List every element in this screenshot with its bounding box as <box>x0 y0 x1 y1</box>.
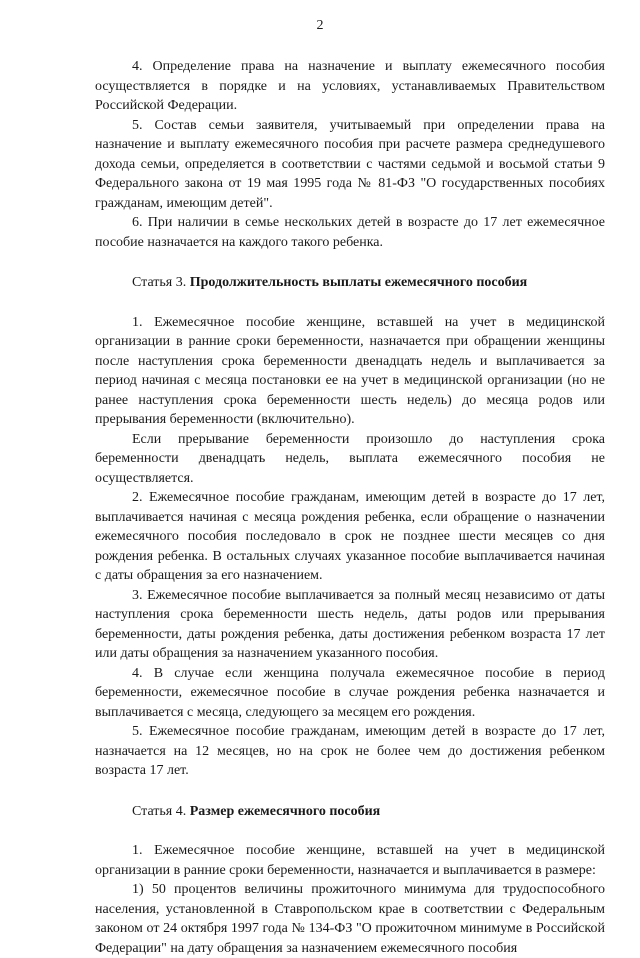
paragraph-art2-item5: 5. Состав семьи заявителя, учитываемый при определении права на назначение и выплату ежемесячного пособия при расчете размера среднедушевого дохода семьи, определяется в соответствии с частями седьмой и восьмой статьи 9 Федерального закона от 19 мая 1995 года № 81-ФЗ "О государственных пособиях гражданам, имеющим детей". <box>95 117 605 211</box>
document-body <box>95 57 605 958</box>
article-4-heading <box>95 802 605 822</box>
paragraph-art4-subitem1: 1) 50 процентов величины прожиточного минимума для трудоспособного населения, установленной в Ставропольском крае в соответствии с Федеральным законом от 24 октября 1997 года № 134-ФЗ "О прожиточном минимуме в Российской Федерации" на дату обращения за назначением ежемесячного пособия <box>95 882 605 956</box>
paragraph-art3-item4: 4. В случае если женщина получала ежемесячное пособие в период беременности, ежемесячное пособие в случае рождения ребенка назначается и выплачивается с месяца, следующего за месяцем его рождения. <box>95 665 605 720</box>
article-3-title: Продолжительность выплаты ежемесячного пособия <box>189 275 528 290</box>
paragraph-art4-item1: 1. Ежемесячное пособие женщине, вставшей на учет в медицинской организации в ранние сроки беременности, назначается и выплачивается в размере: <box>95 843 605 878</box>
article-3-label: Статья 3. <box>132 275 187 290</box>
paragraph-art2-item6: 6. При наличии в семье нескольких детей в возрасте до 17 лет ежемесячное пособие назначается на каждого такого ребенка. <box>95 215 605 250</box>
article-4-title: Размер ежемесячного пособия <box>189 803 381 819</box>
paragraph-art3-item1: 1. Ежемесячное пособие женщине, вставшей на учет в медицинской организации в ранние сроки беременности, назначается при обращении женщины после наступления срока беременности двенадцать недель и выплачивается за период начиная с месяца постановки ее на учет в медицинской организации (но не ранее наступления срока беременности шесть недель) до месяца родов или прерывания беременности (включительно). <box>95 314 605 427</box>
paragraph-art3-item3: 3. Ежемесячное пособие выплачивается за полный месяц независимо от даты наступления срока беременности шесть недель, даты родов или прерывания беременности, даты рождения ребенка, даты достижения ребенком возраста 17 лет или даты обращения за назначением указанного пособия. <box>95 587 605 661</box>
article-3-heading <box>95 273 605 293</box>
paragraph-art3-item2: 2. Ежемесячное пособие гражданам, имеющим детей в возрасте до 17 лет, выплачивается начиная с месяца рождения ребенка, если обращение о назначении ежемесячного пособия последовало в срок не позднее шести месяцев со дня рождения ребенка. В остальных случаях указанное пособие выплачивается начиная с даты обращения за его назначением. <box>95 490 605 583</box>
paragraph-art2-item4: 4. Определение права на назначение и выплату ежемесячного пособия осуществляется в порядке и на условиях, устанавливаемых Правительством Российской Федерации. <box>95 59 605 113</box>
page-number: 2 <box>316 18 324 33</box>
article-4-label: Статья 4. <box>132 803 187 819</box>
paragraph-art3-item5: 5. Ежемесячное пособие гражданам, имеющим детей в возрасте до 17 лет, назначается на 12 месяцев, но на срок не более чем до достижения ребенком возраста 17 лет. <box>95 724 605 778</box>
paragraph-art3-termination: Если прерывание беременности произошло до наступления срока беременности двенадцать недель, выплата ежемесячного пособия не осуществляется. <box>95 431 605 486</box>
